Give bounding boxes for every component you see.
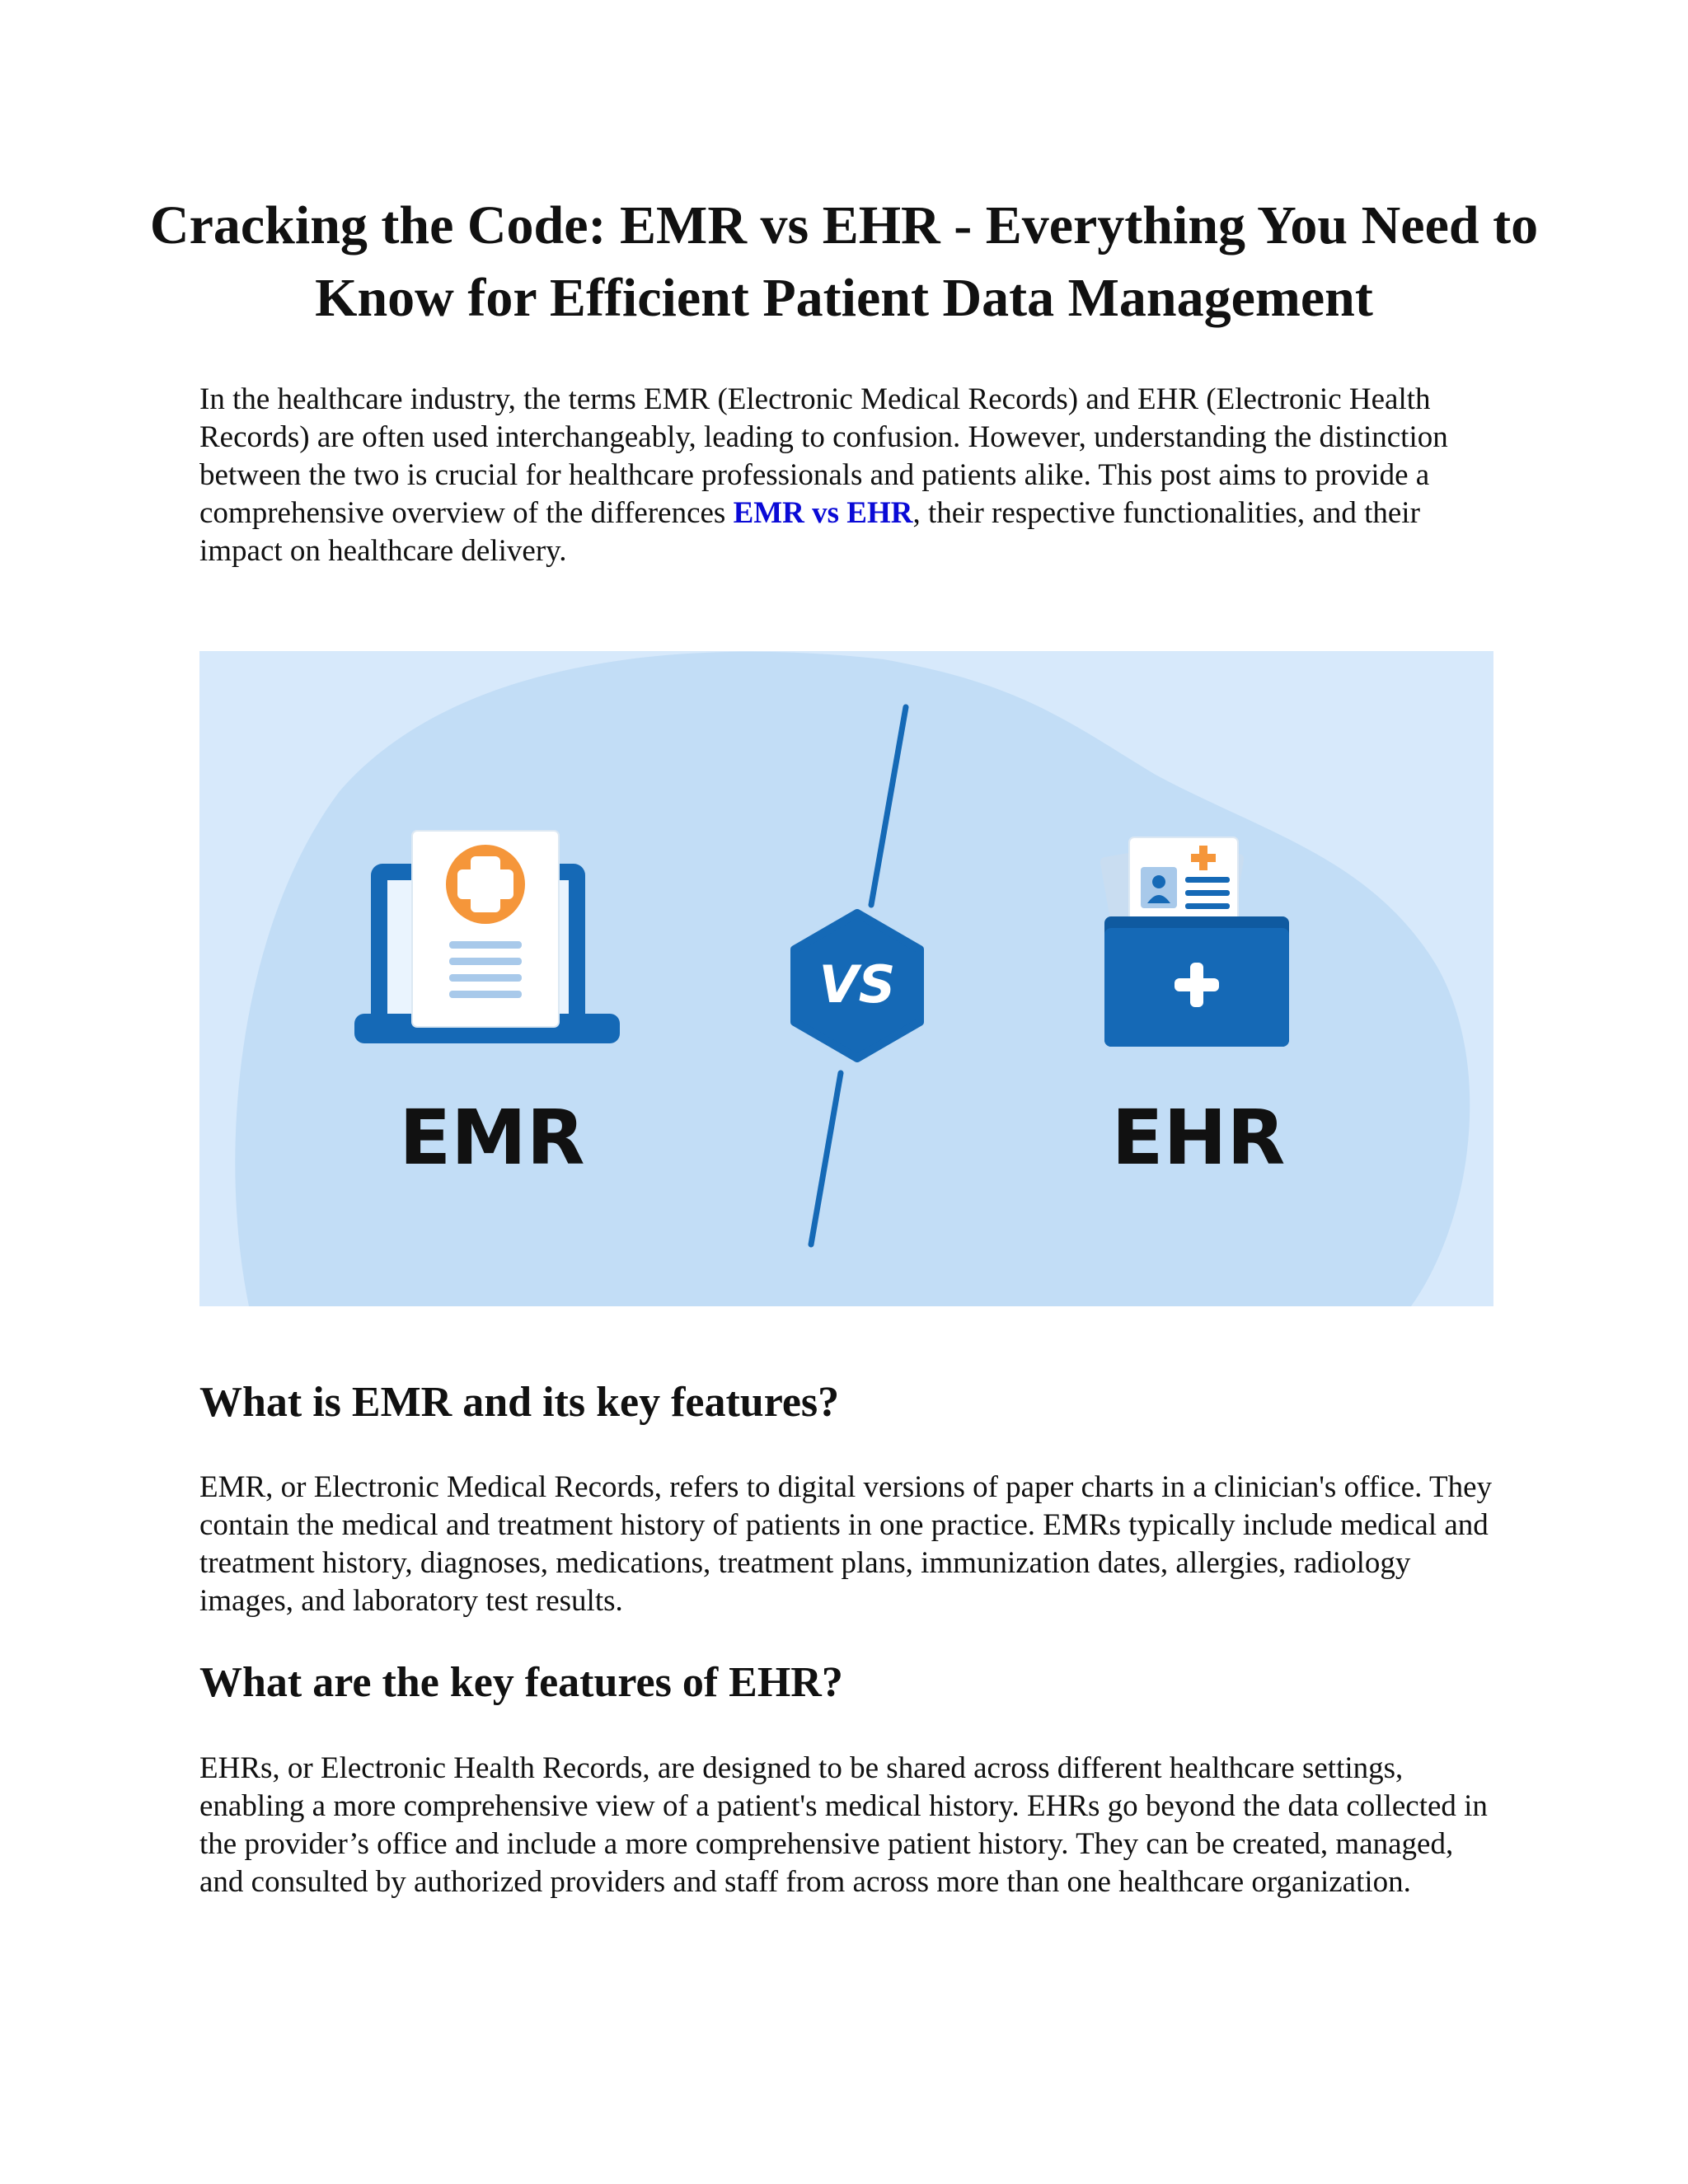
section-heading-emr: What is EMR and its key features? xyxy=(199,1379,840,1426)
vs-label: VS xyxy=(818,954,896,1015)
page-title: Cracking the Code: EMR vs EHR - Everything You Need to Know for Efficient Patient Data Management xyxy=(149,195,1539,328)
vs-badge xyxy=(795,913,920,1058)
section-body-emr: EMR, or Electronic Medical Records, refers to digital versions of paper charts in a clinician's office. They contain the medical and treatment history of patients in one practice. EMRs typically include medical and treatment history, diagnoses, medications, treatment plans, immunization dates, allergies, radiology images, and laboratory test results. xyxy=(199,1470,1493,1618)
emr-label: EMR xyxy=(399,1094,585,1182)
section-body-ehr: EHRs, or Electronic Health Records, are designed to be shared across different healthcare settings, enabling a more comprehensive view of a patient's medical history. EHRs go beyond the data collected in the provider’s office and include a more comprehensive patient history. They can be created, managed, and consulted by authorized providers and staff from across more than one healthcare organization. xyxy=(199,1751,1488,1899)
intro-text-end: , their respective functionalities, and their impact on healthcare delivery. xyxy=(199,496,1420,568)
intro-paragraph xyxy=(199,381,1502,570)
intro-text-start: In the healthcare industry, the terms EMR (Electronic Medical Records) and EHR (Electronic Health Records) are often used interchangeably, leading to confusion. However, understanding the distinction between the two is crucial for healthcare professionals and patients alike. This post aims to provide a comprehensive overview of the differences xyxy=(199,382,1448,530)
ehr-label: EHR xyxy=(1111,1094,1286,1182)
emr-vs-ehr-illustration xyxy=(199,651,1493,1306)
section-heading-ehr: What are the key features of EHR? xyxy=(199,1659,843,1706)
emr-vs-ehr-link[interactable]: EMR vs EHR xyxy=(733,496,913,530)
